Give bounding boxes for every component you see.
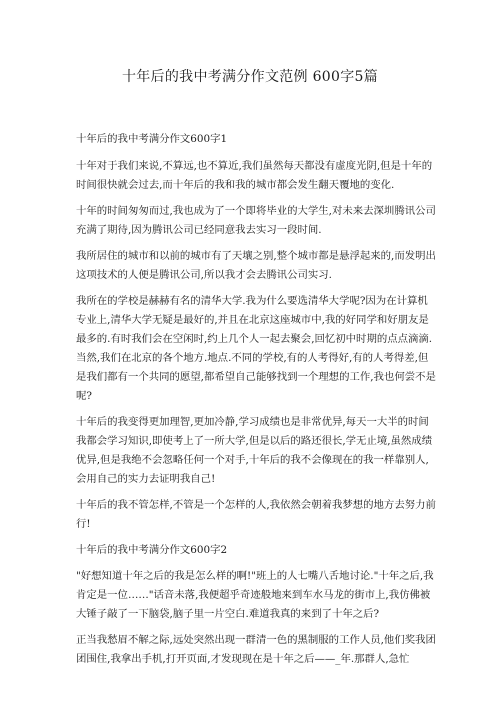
section-heading-2: 十年后的我中考满分作文600字2 [76,544,228,556]
document-body [76,130,436,676]
section-heading-1: 十年后的我中考满分作文600字1 [76,133,228,145]
paragraph: 十年的时间匆匆而过,我也成为了一个即将毕业的大学生,对未来去深圳腾讯公司充满了期待,因为腾讯公司已经同意我去实习一段时间. [76,205,436,236]
paragraph: 十年后的我不管怎样,不管是一个怎样的人,我依然会朝着我梦想的地方去努力前行! [76,499,436,530]
paragraph: 正当我愁眉不解之际,远处突然出现一群清一色的黑制服的工作人员,他们奖我团团围住,我拿出手机,打开页面,才发现现在是十年之后——_年.那群人,急忙 [76,634,436,665]
paragraph: "好想知道十年之后的我是怎么样的啊!"班上的人七嘴八舌地讨论."十年之后,我肯定是一位……"话音未落,我便超乎奇迹般地来到车水马龙的街市上,我仿佛被大锤子敲了一下脑袋,脑子里一片空白.难道我真的来到了十年之后? [76,570,434,620]
paragraph: 十年后的我变得更加理智,更加冷静,学习成绩也是非常优异,每天一大半的时间我都会学习知识,即使考上了一所大学,但是以后的路还很长,学无止境,虽然成绩优异,但是我绝不会忽略任何一个对手,十年后的我不会像现在的我一样靠别人,会用自己的实力去证明我自己! [76,416,433,485]
document-title: 十年后的我中考满分作文范例 600字5篇 [121,69,379,85]
paragraph: 我所在的学校是赫赫有名的清华大学.我为什么要选清华大学呢?因为在计算机专业上,清华大学无疑是最好的,并且在北京这座城市中,我的好同学和好朋友是最多的.有时我们会在空闲时,约上几个人一起去聚会,回忆初中时期的点点滴滴.当然,我们在北京的各个地方.地点.不同的学校,有的人考得好,有的人考得差,但是我们都有一个共同的愿望,都希望自己能够找到一个理想的工作,我也何尝不是呢? [76,295,436,402]
paragraph: 十年对于我们来说,不算远,也不算近,我们虽然每天都没有虚度光阴,但是十年的时间很快就会过去,而十年后的我和我的城市都会发生翻天覆地的变化. [76,160,433,191]
paragraph: 我所居住的城市和以前的城市有了天壤之别,整个城市都是悬浮起来的,而发明出这项技术的人便是腾讯公司,所以我才会去腾讯公司实习. [76,250,436,281]
